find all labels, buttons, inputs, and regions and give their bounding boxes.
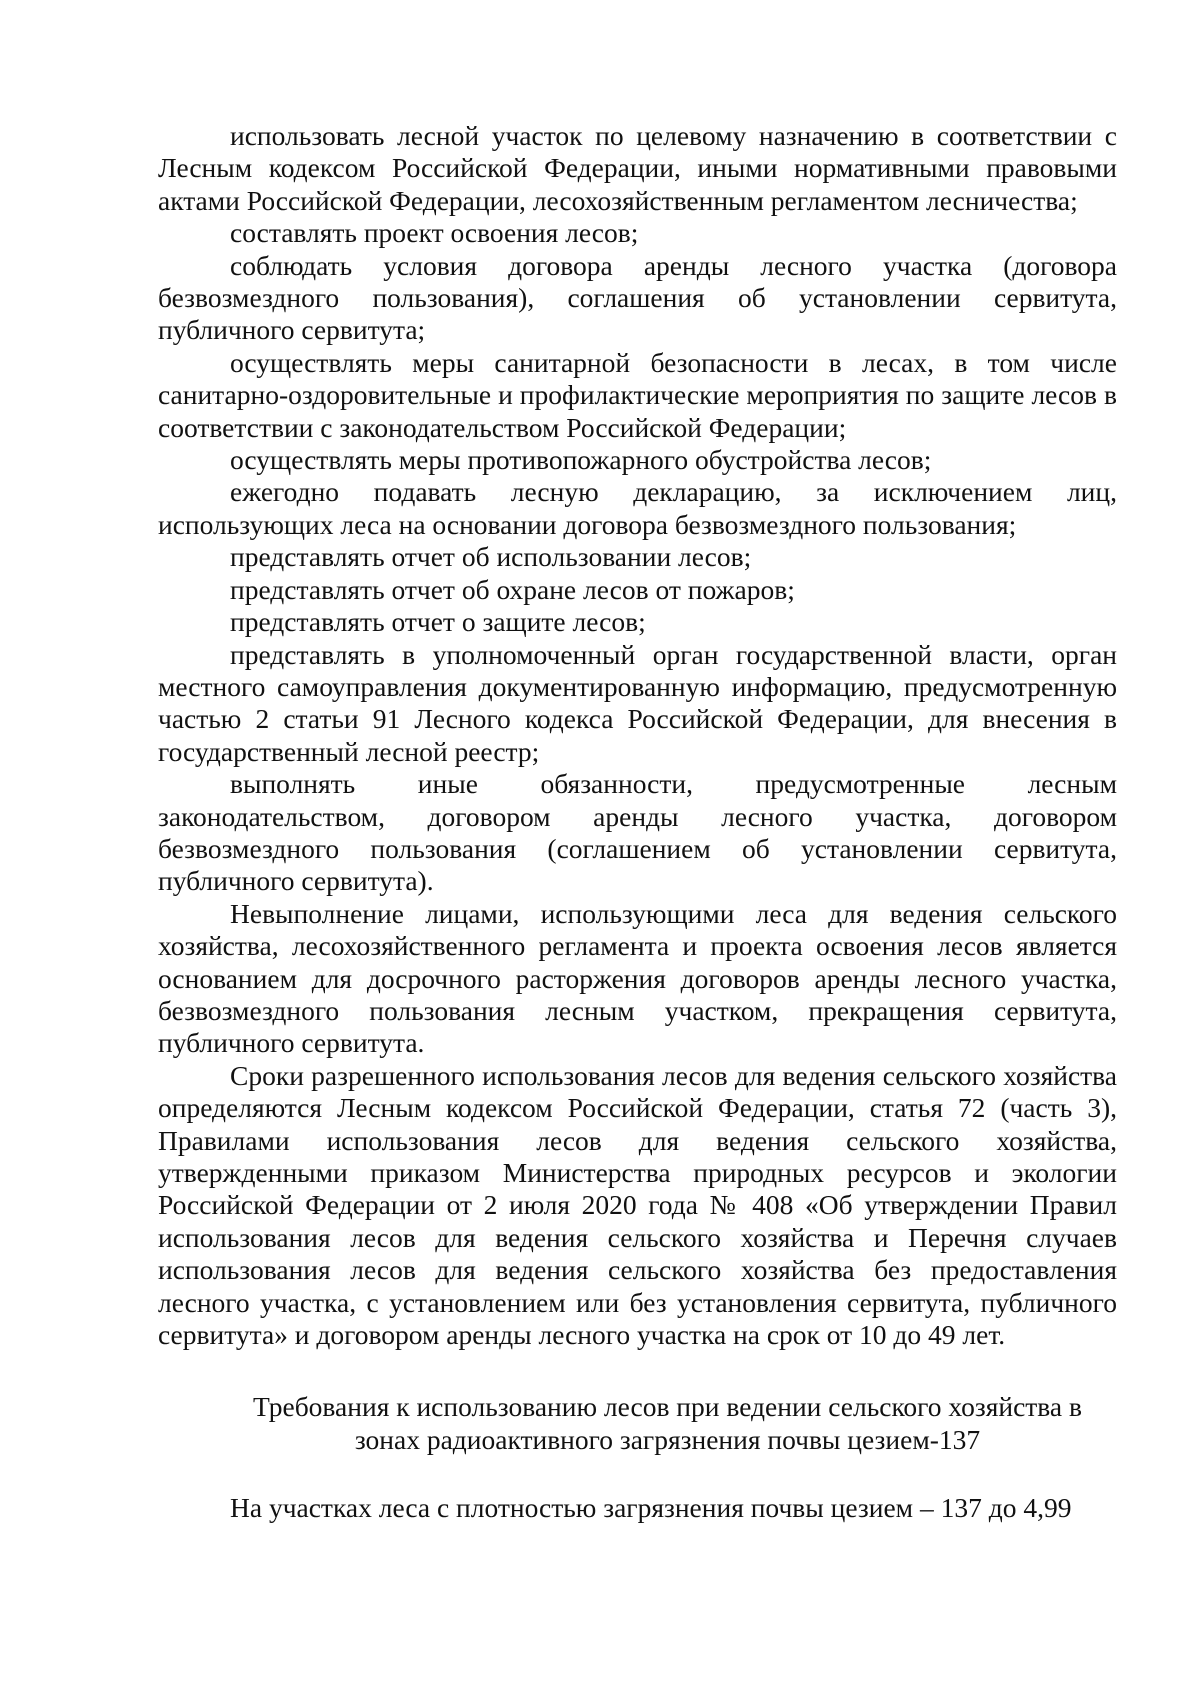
paragraph-fire-prevention: осуществлять меры противопожарного обустройства лесов; <box>230 444 932 476</box>
paragraph-other-obligations: выполнять иные обязанности, предусмотренные лесным законодательством, договором аренды лесного участка, договором безвозмездного пользования (соглашением об установлении сервитута, публичного сервитута). <box>158 768 1117 897</box>
paragraph-forest-registry: представлять в уполномоченный орган государственной власти, орган местного самоуправления документированную информацию, предусмотренную частью 2 статьи 91 Лесного кодекса Российской Федерации, для внесения в государственный лесной реестр; <box>158 638 1117 767</box>
section-heading-line-2: зонах радиоактивного загрязнения почвы цезием-137 <box>354 1423 981 1455</box>
paragraph-development-project: составлять проект освоения лесов; <box>230 217 639 249</box>
paragraph-report-fire: представлять отчет об охране лесов от пожаров; <box>230 573 795 605</box>
section-heading <box>158 1391 1117 1456</box>
paragraph-use-forest-plot: использовать лесной участок по целевому назначению в соответствии с Лесным кодексом Российской Федерации, иными нормативными правовыми актами Российской Федерации, лесохозяйственным регламентом лесничества; <box>158 120 1117 216</box>
paragraph-forest-declaration: ежегодно подавать лесную декларацию, за исключением лиц, использующих леса на основании договора безвозмездного пользования; <box>158 476 1117 540</box>
paragraph-lease-terms: соблюдать условия договора аренды лесного участка (договора безвозмездного пользования), соглашения об установлении сервитута, публичного сервитута; <box>158 249 1117 346</box>
paragraph-cesium-contamination: На участках леса с плотностью загрязнения почвы цезием – 137 до 4,99 <box>230 1492 1072 1524</box>
section-heading-line-1: Требования к использованию лесов при ведении сельского хозяйства в <box>252 1391 1082 1423</box>
paragraph-terms-of-use: Сроки разрешенного использования лесов для ведения сельского хозяйства определяются Лесным кодексом Российской Федерации, статья 72 (часть 3), Правилами использования лесов для ведения сельского хозяйства, утвержденными приказом Министерства природных ресурсов и экологии Российской Федерации от 2 июля 2020 года № 408 «Об утверждении Правил использования лесов для ведения сельского хозяйства и Перечня случаев использования лесов для ведения сельского хозяйства без предоставления лесного участка, с установлением или без установления сервитута, публичного сервитута» и договором аренды лесного участка на срок от 10 до 49 лет. <box>158 1059 1117 1351</box>
paragraph-sanitary-safety: осуществлять меры санитарной безопасности в лесах, в том числе санитарно-оздоровительные и профилактические мероприятия по защите лесов в соответствии с законодательством Российской Федерации; <box>158 346 1117 443</box>
paragraph-non-compliance: Невыполнение лицами, использующими леса для ведения сельского хозяйства, лесохозяйственного регламента и проекта освоения лесов является основанием для досрочного расторжения договоров аренды лесного участка, безвозмездного пользования лесным участком, прекращения сервитута, публичного сервитута. <box>158 897 1117 1059</box>
document-body <box>158 120 1117 1525</box>
paragraph-report-use: представлять отчет об использовании лесов; <box>230 541 752 573</box>
paragraph-report-protection: представлять отчет о защите лесов; <box>230 606 646 638</box>
